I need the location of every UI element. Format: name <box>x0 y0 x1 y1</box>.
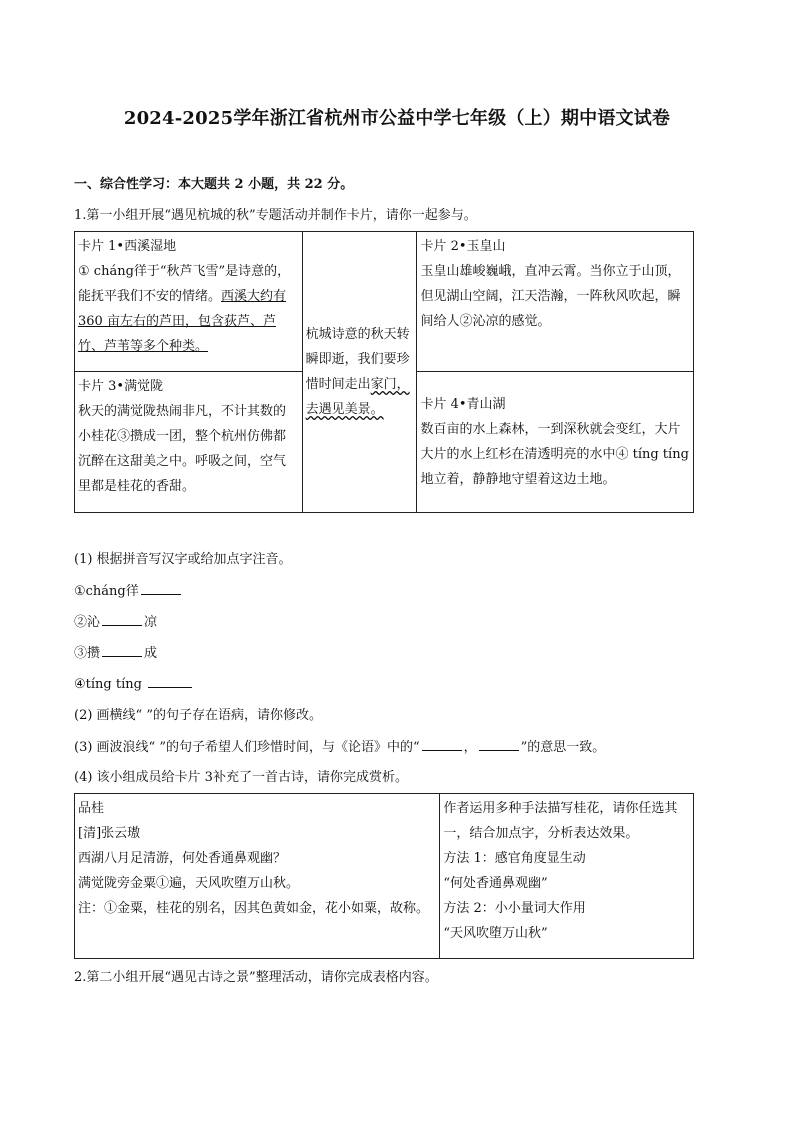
poem-title: 品桂 <box>78 801 105 816</box>
card-3-title: 卡片 3•满觉陇 <box>78 379 164 394</box>
card-3-cell <box>75 372 303 513</box>
middle-wavy-sentence: 家门，去遇见美景。 <box>305 377 410 417</box>
answer-blank-5[interactable] <box>422 738 462 751</box>
poem-table <box>74 793 694 959</box>
answer-blank-3[interactable] <box>102 644 142 657</box>
sub-question-3-comma: ， <box>463 740 477 755</box>
method-2-quote: “天风吹堕万山秋” <box>443 926 548 941</box>
card-1-cell <box>75 232 303 372</box>
card-1-text-plain: ① cháng徉于“秋芦飞雪”是诗意的，能抚平我们不安的情绪。 <box>78 264 291 304</box>
sub-question-3 <box>74 738 605 757</box>
sub-question-3-prefix: (3) 画波浪线“ ”的句子希望人们珍惜时间，与《论语》中的“ <box>74 740 420 755</box>
card-1-underlined-sentence: 西溪大约有 360 亩左右的芦田，包含荻芦、芦竹、芦苇等多个种类。 <box>78 289 287 354</box>
item-4 <box>74 675 194 694</box>
answer-blank-2[interactable] <box>102 613 142 626</box>
card-1-title: 卡片 1•西溪湿地 <box>78 239 177 254</box>
middle-text-plain: 杭城诗意的秋天转瞬即逝，我们要珍惜时间走出 <box>305 327 410 392</box>
page-title: 2024-2025学年浙江省杭州市公益中学七年级（上）期中语文试卷 <box>123 108 671 129</box>
item-2 <box>74 613 157 632</box>
question-1-stem: 1.第一小组开展“遇见杭城的秋”专题活动并制作卡片，请你一起参与。 <box>74 208 477 223</box>
item-1-label: ①cháng徉 <box>74 584 139 599</box>
item-3-suffix: 成 <box>144 646 158 661</box>
section-heading: 一、综合性学习：本大题共 2 小题，共 22 分。 <box>74 177 354 192</box>
poem-note: 注：①金粟，桂花的别名，因其色黄如金，花小如粟，故称。 <box>78 901 430 916</box>
item-3-label: ③攒 <box>74 646 101 661</box>
answer-blank-6[interactable] <box>479 738 519 751</box>
card-2-text: 玉皇山雄峻巍峨，直冲云霄。当你立于山顶，但见湖山空阔，江天浩瀚，一阵秋风吹起，瞬间给人②沁凉的感觉。 <box>420 264 681 329</box>
analysis-prompt: 作者运用多种手法描写桂花，请你任选其一，结合加点字，分析表达效果。 <box>443 801 678 841</box>
cards-table <box>74 231 694 513</box>
card-1-text <box>78 259 299 359</box>
answer-blank-4[interactable] <box>148 675 192 688</box>
card-4-cell <box>417 372 694 513</box>
analysis-cell <box>440 794 694 959</box>
item-3 <box>74 644 157 663</box>
card-2-cell <box>417 232 694 372</box>
poem-author: [清]张云璈 <box>78 826 141 841</box>
method-2: 方法 2：小小量词大作用 <box>443 901 586 916</box>
card-4-text: 数百亩的水上森林，一到深秋就会变红，大片大片的水上红杉在清透明亮的水中④ tíng tíng 地立着，静静地守望着这边土地。 <box>420 422 689 487</box>
card-3-text: 秋天的满觉陇热闹非凡，不计其数的小桂花③攒成一团，整个杭州仿佛都沉醉在这甜美之中。呼吸之间，空气里都是桂花的香甜。 <box>78 404 287 494</box>
middle-cell <box>302 232 417 513</box>
item-4-label: ④tíng tíng <box>74 677 142 692</box>
card-4-title: 卡片 4•青山湖 <box>420 397 506 412</box>
sub-question-2: (2) 画横线“ ”的句子存在语病，请你修改。 <box>74 708 322 723</box>
question-2-stem: 2.第二小组开展“遇见古诗之景”整理活动，请你完成表格内容。 <box>74 970 438 985</box>
item-2-label: ②沁 <box>74 615 101 630</box>
card-2-title: 卡片 2•玉皇山 <box>420 239 506 254</box>
sub-question-4: (4) 该小组成员给卡片 3补充了一首古诗，请你完成赏析。 <box>74 770 408 785</box>
item-2-suffix: 凉 <box>144 615 158 630</box>
method-1-quote: “何处香通鼻观幽” <box>443 876 548 891</box>
answer-blank-1[interactable] <box>141 582 181 595</box>
poem-cell <box>75 794 440 959</box>
poem-line-2: 满觉陇旁金粟①遍，天风吹堕万山秋。 <box>78 876 300 891</box>
method-1: 方法 1：感官角度显生动 <box>443 851 586 866</box>
item-1 <box>74 582 183 601</box>
poem-line-1: 西湖八月足清游，何处香通鼻观幽？ <box>78 851 287 866</box>
sub-question-3-suffix: ”的意思一致。 <box>520 740 606 755</box>
sub-question-1: (1) 根据拼音写汉字或给加点字注音。 <box>74 552 292 567</box>
